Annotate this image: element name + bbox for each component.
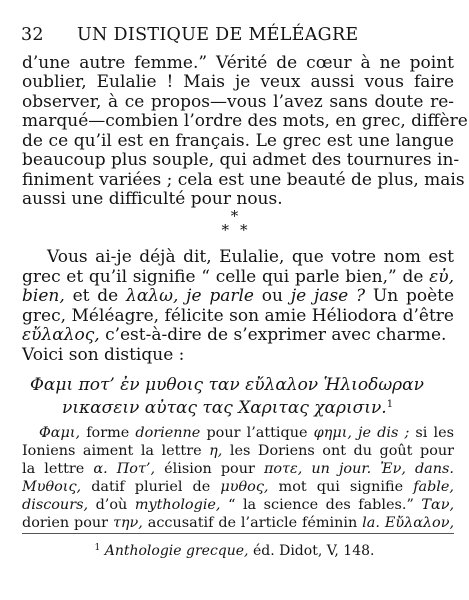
greek-word: λαλω, xyxy=(126,286,179,306)
asterism-divider: * ** xyxy=(221,207,259,239)
footnote-rule xyxy=(22,533,454,534)
body-line: grec, Méléagre, félicite son amie Héliodora d’être xyxy=(22,306,454,326)
greek-word: εὔλαλος, xyxy=(22,325,100,345)
couplet-line-1: Φαμι ποτ’ ἐν μυθοις ταν εὔλαλον Ἡλιοδωραν xyxy=(30,375,424,395)
running-title: UN DISTIQUE DE MÉLÉAGRE xyxy=(77,25,359,45)
note-line: discours, d’où mythologie, “ la science des fables.” Ταν, xyxy=(22,497,455,513)
body-line: de ce qu’il est en français. Le grec est une langue xyxy=(22,131,454,151)
note-line: Φαμι, forme dorienne pour l’attique φημι, je dis ; si les xyxy=(39,425,455,441)
page-number: 32 xyxy=(21,25,44,45)
body-line: aussi une difficulté pour nous. xyxy=(22,189,283,209)
couplet-line-2: νικασειν αὐτας τας Χαριτας χαρισιν.$^1$ xyxy=(62,398,394,418)
note-line: Μυθοις, datif pluriel de μυθος, mot qui signifie fable, xyxy=(22,479,454,495)
footnote: $^1$ Anthologie grecque, éd. Didot, V, 148. xyxy=(94,543,375,559)
body-line: oublier, Eulalie ! Mais je veux aussi vous faire xyxy=(22,72,454,92)
body-line: d’une autre femme.” Vérité de cœur à ne point xyxy=(22,53,454,73)
body-line: marqué—combien l’ordre des mots, en grec, diffère xyxy=(22,111,468,131)
running-header xyxy=(21,24,453,46)
greek-word: εὐ, xyxy=(429,267,455,287)
body-line: Voici son distique : xyxy=(22,345,185,365)
footnote-marker: 1 xyxy=(386,399,394,410)
footnote-number: 1 xyxy=(94,543,101,553)
note-line: la lettre α. Ποτ’, élision pour ποτε, un jour. Ἐν, dans. xyxy=(22,461,454,477)
body-line: observer, à ce propos—vous l’avez sans doute re- xyxy=(22,92,454,112)
body-line: Vous ai-je déjà dit, Eulalie, que votre nom est xyxy=(47,247,454,267)
note-line: Ioniens aiment la lettre η, les Doriens ont du goût pour xyxy=(22,443,455,459)
body-line: finiment variées ; cela est une beauté de plus, mais xyxy=(22,170,465,190)
body-line: grec et qu’il signifie “ celle qui parle bien,” de εὐ, xyxy=(22,267,455,287)
body-line: beaucoup plus souple, qui admet des tournures in- xyxy=(22,150,460,170)
body-line: εὔλαλος, c’est-à-dire de s’exprimer avec charme. xyxy=(22,325,447,345)
note-line: dorien pour την, accusatif de l’article féminin la. Εὔλαλον, xyxy=(22,515,455,531)
body-line: bien, et de λαλω, je parle ou je jase ? Un poète xyxy=(22,286,455,306)
